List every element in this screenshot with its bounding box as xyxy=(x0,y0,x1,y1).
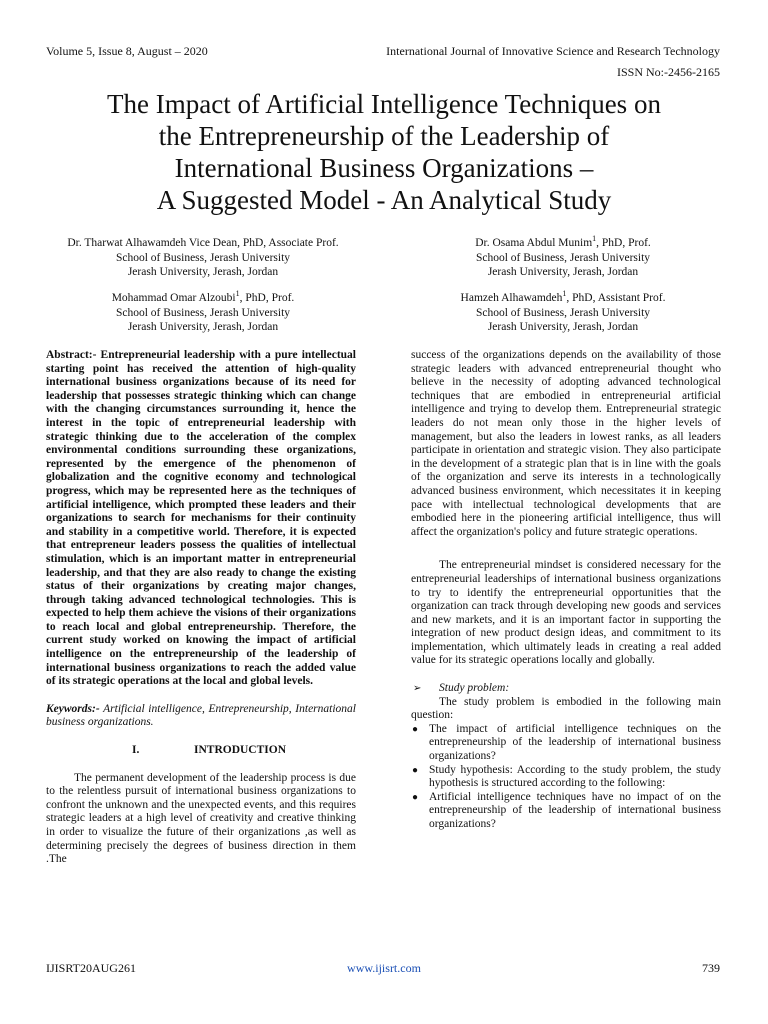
author-block xyxy=(388,236,738,280)
subsection-heading: ➢ Study problem: xyxy=(413,682,510,695)
author-location: Jerash University, Jerash, Jordan xyxy=(487,321,639,333)
study-problem-intro: The study problem is embodied in the following main question: xyxy=(411,695,721,722)
author-affiliation: School of Business, Jerash University xyxy=(115,251,291,264)
body-paragraph: The entrepreneurial mindset is considered necessary for the entrepreneurial leaderships of international business organizations to try to identify the entrepreneurial opportunities that the organization can track through developing new goods and services and new markets, and it is an important factor in supporting the integration of new product design ideas, and commitment to its implementation, which ultimately leads in creating a real added value for its strategic operations locally and globally. xyxy=(411,559,721,667)
author-affiliation: School of Business, Jerash University xyxy=(115,306,291,319)
author-affiliation: School of Business, Jerash University xyxy=(475,306,651,319)
keywords-text: Artificial intelligence, Entrepreneurship, International business organizations. xyxy=(46,702,356,729)
list-item: ● Artificial intelligence techniques have no impact of on the entrepreneurship of the leadership of international business organizations? xyxy=(412,790,721,830)
author-location: Jerash University, Jerash, Jordan xyxy=(127,321,279,333)
body-paragraph: success of the organizations depends on the availability of those strategic leaders with advanced entrepreneurial thought who believe in the necessity of adopting advanced technological techniques that are embodied in entrepreneurial artificial intelligence and trying to develop them. Entrepreneurial strategic leaders do not mean only those in the higher levels of management, but also the leaders in lowest ranks, as all leaders participate in orientation and strategic vision. They also participate in the development of a strategic plan that is in line with the goals of the organization and serve its interests in a technologically advanced business environment, which necessitates it in keeping pace with intellectual technological developments that are embodied here in the pioneering artificial intelligence, thus will affect the organization's policy and future strategic operations. xyxy=(411,349,721,538)
abstract: Abstract:- Entrepreneurial leadership with a pure intellectual starting point has received the attention of high-quality international business organizations because of its need for leadership that possesses strategic thinking which can change with the changing circumstances surrounding it, hence the interest in the topic of entrepreneurial leadership with strategic thinking due to the acceleration of the complex environmental conditions surrounding these organizations, represented by the emergence of the phenomenon of globalization and the cognitive economy and technological progress, which may be represented here as the techniques of artificial intelligence, which prompted these leaders and their organizations to search for mechanisms for their continuity and stability in a competitive world. Therefore, it is expected that entrepreneur leaders possess the qualities of intellectual stimulation, which is an important matter in entrepreneurial leadership, and that they are also ready to change the existing status of their organizations by creating major changes, through taking advanced technological technologies. This is expected to help them achieve the visions of their organizations to reach local and global entrepreneurship. Therefore, the current study worked on knowing the impact of artificial intelligence on the entrepreneurship of the leadership of international business organizations to reach the added value of its strategic operations at the local and global levels. xyxy=(46,349,356,688)
author-location: Jerash University, Jerash, Jordan xyxy=(127,266,279,278)
author-name: Dr. Osama Abdul Munim$^1$, PhD, Prof. xyxy=(475,234,651,249)
journal-name: International Journal of Innovative Science and Research Technology xyxy=(386,44,720,58)
journal-url-link[interactable]: www.ijisrt.com xyxy=(347,961,421,975)
right-column xyxy=(411,349,721,832)
author-name: Hamzeh Alhawamdeh$^1$, PhD, Assistant Prof. xyxy=(460,289,666,304)
author-name: Dr. Tharwat Alhawamdeh Vice Dean, PhD, Associate Prof. xyxy=(67,237,339,249)
page-number: 739 xyxy=(702,961,720,975)
title-line: the Entrepreneurship of the Leadership of xyxy=(158,121,610,151)
author-name: Mohammad Omar Alzoubi$^1$, PhD, Prof. xyxy=(111,289,295,304)
journal-volume: Volume 5, Issue 8, August – 2020 xyxy=(46,44,208,58)
keywords xyxy=(46,703,356,730)
title-line: A Suggested Model - An Analytical Study xyxy=(156,185,612,215)
section-title: INTRODUCTION xyxy=(194,744,287,757)
section-number: I. xyxy=(132,744,140,757)
title-line: The Impact of Artificial Intelligence Techniques on xyxy=(107,89,661,119)
author-block xyxy=(28,236,378,280)
author-affiliation: School of Business, Jerash University xyxy=(475,251,651,264)
list-item: ● Study hypothesis: According to the study problem, the study hypothesis is structured according to the following: xyxy=(412,763,721,790)
title-line: International Business Organizations – xyxy=(174,153,594,183)
bullet-icon: ● xyxy=(412,791,419,803)
journal-issn: ISSN No:-2456-2165 xyxy=(616,65,720,79)
bullet-icon: ● xyxy=(412,764,419,776)
author-block xyxy=(388,291,738,335)
paper-title xyxy=(30,88,738,216)
author-block xyxy=(28,291,378,335)
bullet-icon: ● xyxy=(412,723,419,735)
left-column xyxy=(46,349,356,867)
author-location: Jerash University, Jerash, Jordan xyxy=(487,266,639,278)
paper-code: IJISRT20AUG261 xyxy=(46,961,136,975)
study-problem-list xyxy=(411,723,721,832)
arrow-bullet-icon: ➢ xyxy=(413,683,422,695)
keywords-label: Keywords:- xyxy=(46,702,100,715)
list-item: ● The impact of artificial intelligence techniques on the entrepreneurship of the leadership of international business organizations? xyxy=(412,722,721,763)
intro-paragraph: The permanent development of the leadership process is due to the relentless pursuit of international business organizations to confront the unknown and the unexpected events, and this requires strategic leaders at a high level of creativity and creative thinking in order to visualize the future of their organizations ,as well as determining precisely the degrees of business direction in them .The xyxy=(46,771,356,866)
section-heading xyxy=(46,744,356,758)
